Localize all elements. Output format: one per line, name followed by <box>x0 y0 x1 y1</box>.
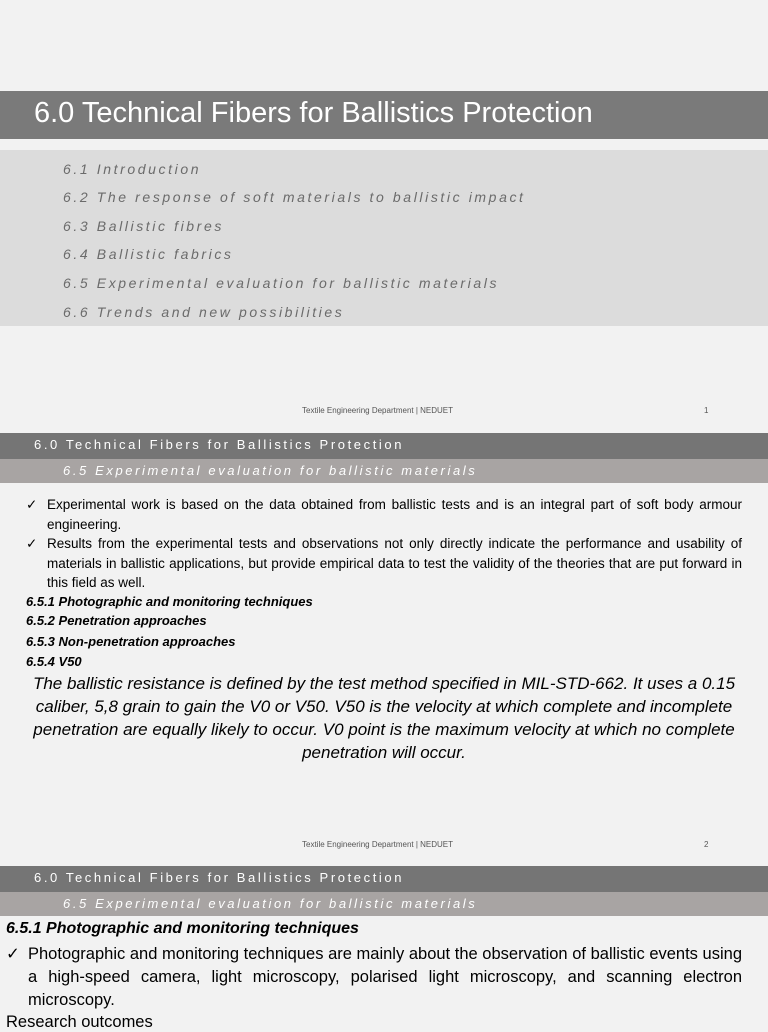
bullet-item <box>6 943 742 1012</box>
toc-item: 6.5 Experimental evaluation for ballistic materials <box>63 275 500 291</box>
subsection-heading: 6.5.1 Photographic and monitoring techniques <box>26 594 313 609</box>
bullet-text: Experimental work is based on the data obtained from ballistic tests and is an integral part of soft body armour engineering. <box>47 497 742 532</box>
subsection-heading: 6.5.4 V50 <box>26 654 82 669</box>
slide1-footer: Textile Engineering Department | NEDUET <box>302 406 454 415</box>
checkmark-icon: ✓ <box>26 497 38 512</box>
v50-paragraph: The ballistic resistance is defined by the test method specified in MIL-STD-662. It uses a 0.15 caliber, 5,8 grain to gain the V0 or V50. V50 is the velocity at which complete and incomplete penetration are equally likely to occur. V0 point is the maximum velocity at which no complete penetration will occur. <box>32 674 736 762</box>
slide2-subheader: 6.5 Experimental evaluation for ballistic materials <box>63 463 478 478</box>
research-outcomes-text: Research outcomes <box>6 1013 153 1031</box>
checkmark-icon: ✓ <box>6 945 20 963</box>
slide3-subheader-bar <box>0 892 768 916</box>
toc-item: 6.3 Ballistic fibres <box>63 218 224 234</box>
slide2-page-number: 2 <box>704 840 709 849</box>
bullet-text: Results from the experimental tests and observations not only directly indicate the performance and usability of materials in ballistic applications, but provide empirical data to test the validity of the theories that are put forward in this field as well. <box>47 536 742 590</box>
subsection-heading: 6.5.3 Non-penetration approaches <box>26 634 236 649</box>
subsection-heading: 6.5.2 Penetration approaches <box>26 613 207 628</box>
slide1-title: 6.0 Technical Fibers for Ballistics Protection <box>34 97 593 129</box>
checkmark-icon: ✓ <box>26 536 38 551</box>
slide2-header: 6.0 Technical Fibers for Ballistics Protection <box>34 437 405 452</box>
toc-item: 6.4 Ballistic fabrics <box>63 246 234 262</box>
slide3-header: 6.0 Technical Fibers for Ballistics Protection <box>34 870 405 885</box>
slide1-page-number: 1 <box>704 406 709 415</box>
slide2-footer: Textile Engineering Department | NEDUET <box>302 840 454 849</box>
slide2-subheader-bar <box>0 459 768 483</box>
slide3-header-bar <box>0 866 768 892</box>
toc-item: 6.1 Introduction <box>63 161 202 177</box>
toc-item: 6.2 The response of soft materials to ballistic impact <box>63 189 526 205</box>
bullet-text: Photographic and monitoring techniques are mainly about the observation of ballistic events using a high-speed camera, light microscopy, polarised light microscopy, and scanning electron microscopy. <box>28 945 742 1009</box>
bullet-item <box>26 495 742 534</box>
slide1-toc <box>0 150 768 326</box>
slide3-subheader: 6.5 Experimental evaluation for ballistic materials <box>63 896 478 911</box>
slide3-heading: 6.5.1 Photographic and monitoring techniques <box>6 920 359 937</box>
bullet-item <box>26 534 742 593</box>
slide2-header-bar <box>0 433 768 459</box>
toc-item: 6.6 Trends and new possibilities <box>63 304 345 320</box>
